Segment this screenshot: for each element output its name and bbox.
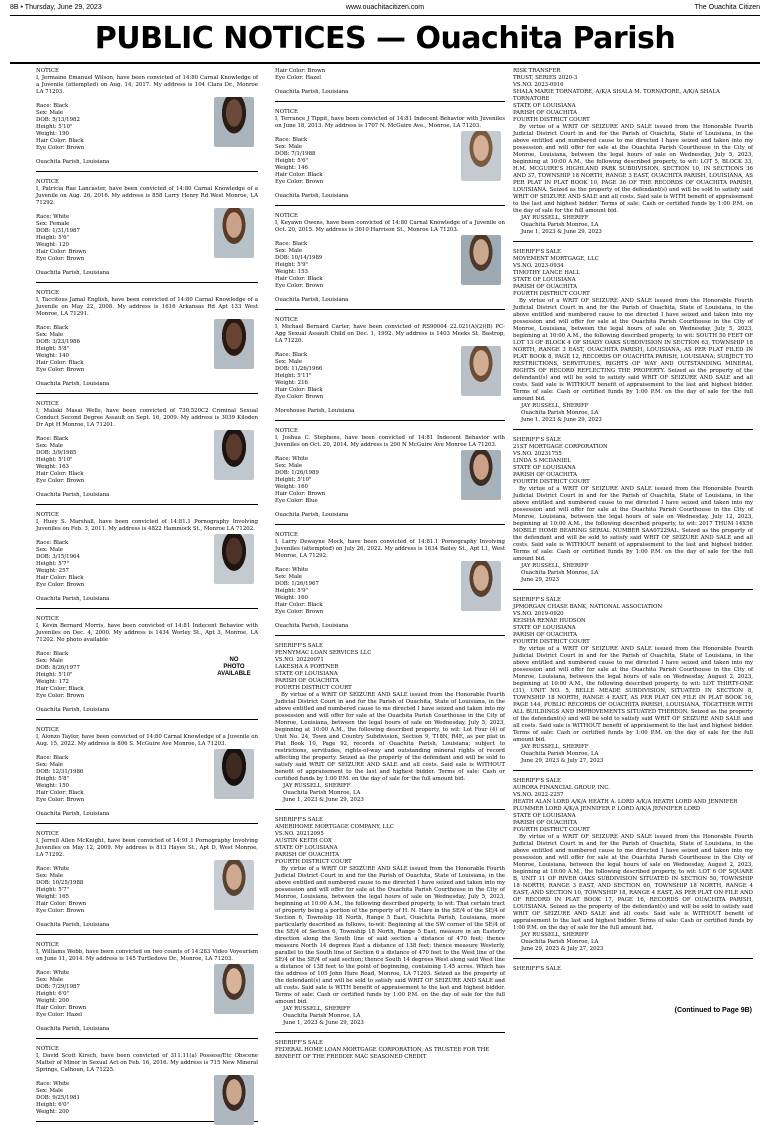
description-text: Race: Black Sex: Male DOB: 8/26/1977 Height: 5'10" Weight: 172 Hair Color: Black Eye Color: Brown <box>36 651 85 699</box>
sale-signature: JAY RUSSELL, SHERIFF Ouachita Parish Monroe, LA June 29, 2023 <box>521 563 599 583</box>
sale-text: By virtue of a WRIT OF SEIZURE AND SALE issued from the Honorable Fourth Judicial District Court in and for the Parish of Ouachita, State of Louisiana, in the above entitled and numbered cause to me directed I have seized and taken into my possession and will offer for sale at the Ouachita Parish Courthouse in the City of Monroe, Louisiana, between the legal hours of sale on Wednesday, July 12, 2023, beginning at 10:00 A.M., the following described property, to wit: 2017 THUM 14X56 MOBILE HOME BEARING SERIAL NUMBER SAA07229AL. Seized as the property of the defendant and will be sold to satisfy said WRIT OF SEIZURE AND SALE and all costs. Said sale is WITHOUT benefit of appraisement to the last and highest bidder. Terms of sale: Cash or certified funds by 1:00 P.M. on the day of sale for the full amount bid. <box>513 486 753 562</box>
sale-caption: SHERIFF'S SALE MOVEMENT MORTGAGE, LLC VS.NO. 2023-0934 TIMOTHY LANCE HALL STATE OF LOUISIANA PARISH OF OUACHITA FOURTH DISTRICT COURT <box>513 249 599 297</box>
notice-divider <box>275 420 505 421</box>
notice-text: NOTICE I, Patricia Rae Lancaster, have been convicted of 14:80 Carnal Knowledge of a Juvenile on Aug. 26, 2016. My address is 858 Larry Henry Rd West Monroe, LA 71292. <box>36 179 258 206</box>
header-rule <box>10 15 760 16</box>
notice-entry <box>275 428 505 525</box>
notice-text: NOTICE I, Huey S. Marshall, have been convicted of 14:81.1 Pornography Involving Juveniles on Feb. 3, 2011. My address is 4822 Hammock St., Monroe LA 71202. <box>36 512 258 532</box>
notice-location: Ouachita Parish, Louisiana <box>36 811 110 817</box>
page-header <box>10 4 760 14</box>
sale-divider <box>513 958 753 959</box>
sale-divider <box>513 241 753 242</box>
offender-photo <box>214 97 254 147</box>
offender-photo <box>214 319 254 369</box>
notice-entry <box>275 532 505 636</box>
sale-caption: SHERIFF'S SALE FEDERAL HOME LOAN MORTGAGE CORPORATION, AS TRUSTEE FOR THE BENEFIT OF THE FREDDIE MAC SEASONED CREDIT <box>275 1040 490 1060</box>
notice-text: NOTICE I, Joshua C. Stephens, have been convicted of 14:81 Indecent Behavior with Juveniles on Oct. 20, 2014. My address is 200 N McGuire Ave Monroe LA 71203. <box>275 428 505 448</box>
notice-location: Ouachita Parish, Louisiana <box>36 707 110 713</box>
offender-description <box>36 540 258 589</box>
notice-location: Ouachita Parish, Louisiana <box>36 492 110 498</box>
notice-entry <box>36 1046 258 1122</box>
notice-location: Ouachita Parish, Louisiana <box>36 1026 110 1032</box>
notice-entry <box>36 616 258 720</box>
sheriff-sale <box>513 778 753 959</box>
sale-text: By virtue of a WRIT OF SEIZURE AND SALE issued from the Honorable Fourth Judicial District Court in and for the Parish of Ouachita, State of Louisiana, in the above entitled and numbered cause to me directed I have seized and taken into my possession and will offer for sale at the Ouachita Parish Courthouse in the City of Monroe, Louisiana, between the legal hours of sale on Wednesday, July 5, 2023, beginning at 10:00 A.M., the following described property, to wit: Lot Four (4) of Unit No. 24, Town and Country Subdivision, Section 9, T18N, R4E, as per plat in Plat Book 10, Page 92, records of Ouachita Parish, Louisiana; subject to restrictions, servitudes, rights-of-way and outstanding mineral rights of record affecting the property. Seized as the property of the defendant and will be sold to satisfy said WRIT OF SEIZURE AND SALE and all costs. Said sale is WITHOUT benefit of appraisement to the last and highest bidder. Terms of sale: Cash or certified funds by 1:00 P.M. on the day of sale for the full amount bid. <box>275 692 505 782</box>
description-text: Race: White Sex: Male DOB: 7/29/1987 Height: 6'0" Weight: 200 Hair Color: Brown Eye Color: Hazel <box>36 970 87 1018</box>
notice-entry <box>36 942 258 1039</box>
sheriff-sale <box>513 437 753 590</box>
sale-signature: JAY RUSSELL, SHERIFF Ouachita Parish Monroe, LA June 29, 2023 & July 27, 2023 <box>521 932 604 952</box>
offender-description <box>36 755 258 804</box>
description-text: Race: Black Sex: Male DOB: 5/13/1982 Height: 5'10" Weight: 190 Hair Color: Black Eye Color: Brown <box>36 103 85 151</box>
sale-caption: SHERIFF'S SALE JPMORGAN CHASE BANK, NATIONAL ASSOCIATION VS.NO. 2019-0920 KEISHA RENAE HUDSON STATE OF LOUISIANA PARISH OF OUACHITA FOURTH DISTRICT COURT <box>513 597 663 645</box>
sale-divider <box>513 770 753 771</box>
sheriff-sale <box>513 966 753 973</box>
notice-text: NOTICE I, Kevin Bernard Morris, have been convicted of 14:81 Indecent Behavior with Juveniles on Dec. 4, 2000. My address is 1434 Worley St., Apt 3, Monroe, LA 71202. No photo available <box>36 616 258 643</box>
offender-description <box>275 352 505 401</box>
notice-divider <box>36 171 258 172</box>
notice-text: NOTICE I, Keyawn Owens, have been convicted of 14:80 Carnal Knowledge of a Juvenile on Oct. 20, 2015. My address is 3610 Harrison St., Monroe LA 71203. <box>275 213 505 233</box>
offender-photo <box>214 860 254 910</box>
description-text: Race: White Sex: Male DOB: 1/26/1989 Height: 5'10" Weight: 160 Hair Color: Brown Eye Color: Blue <box>275 456 326 504</box>
sale-caption: SHERIFF'S SALE 21ST MORTGAGE CORPORATION VS.NO. 20231755 LINDA S MCDANIEL STATE OF LOUISIANA PARISH OF OUACHITA FOURTH DISTRICT COURT <box>513 437 608 485</box>
offender-description <box>36 214 258 263</box>
sale-text: By virtue of a WRIT OF SEIZURE AND SALE issued from the Honorable Fourth Judicial District Court in and for the Parish of Ouachita, State of Louisiana, in the above entitled and numbered cause to me directed I have seized and taken into my possession and will offer for sale at the Ouachita Parish Courthouse in the City of Monroe, Louisiana, between the legal hours of sale on Wednesday, August 2, 2023, beginning at 10:00 A.M., the following described property, to wit: LOT 6 OF SQUARE B, UNIT 11 OF RIVER OAKS SUBDIVISION SITUATED IN SECTION 50, TOWNSHIP 18 NORTH, RANGE 3 EAST, AND SECTION 60, TOWNSHIP 18 NORTH, RANGE 4 EAST, AND SECTION 10, TOWNSHIP 18, RANGE 4 EAST, AS PER PLAT ON FILE AND OF RECORD IN PLAT BOOK 17, PAGE 16, RECORDS OF OUACHITA PARISH, LOUISIANA. Seized as the property of the defendant(s) and will be sold to satisfy said WRIT OF SEIZURE AND SALE and all costs. Said sale is WITHOUT benefit of appraisement to the last and highest bidder. Terms of sale: Cash or certified funds by 1:00 P.M. on the day of sale for the full amount bid. <box>513 834 753 931</box>
notice-divider <box>275 309 505 310</box>
notice-text: NOTICE I, David Scott Kirsch, have been convicted of 311.11(a) Possess/Etc Obscene Matter of Minor in Sexual Act on Feb. 16, 2016. My address is 715 New Mineral Springs, Calhoun, LA 71225. <box>36 1046 258 1073</box>
description-text: Race: Black Sex: Male DOB: 12/31/1986 Height: 5'8" Weight: 150 Hair Color: Black Eye Color: Brown <box>36 755 85 803</box>
notice-entry <box>36 727 258 824</box>
notice-entry <box>275 109 505 206</box>
sale-caption: SHERIFF'S SALE AURORA FINANCIAL GROUP, INC. VS.NO. 2022-2257 HEATH ALAN LORD A/K/A HEATH A. LORD A/K/A HEATH LORD AND JENNIFER PLUMMER LORD A/K/A JENNIFER P. LORD A/K/A JENNIFER LORD STATE OF LOUISIANA PARISH OF OUACHITA FOURTH DISTRICT COURT <box>513 778 738 833</box>
notice-divider <box>36 393 258 394</box>
offender-description <box>275 456 505 505</box>
notice-entry <box>36 179 258 283</box>
page-number-date: 8B • Thursday, June 29, 2023 <box>10 4 102 11</box>
description-text: Race: White Sex: Male DOB: 10/25/1988 Height: 5'7" Weight: 165 Hair Color: Brown Eye Color: Brown <box>36 866 87 914</box>
offender-photo <box>214 749 254 799</box>
notice-text: NOTICE I, Jerrell Allen McKnight, have been convicted of 14:91.1 Pornography Involving Juveniles on May 12, 2009. My address is 813 Hayes St., Apt D, West Monroe, LA 71292. <box>36 831 258 858</box>
notice-divider <box>36 934 258 935</box>
column-3 <box>513 68 753 1016</box>
sale-signature: JAY RUSSELL, SHERIFF Ouachita Parish Monroe, LA June 1, 2023 & June 29, 2023 <box>283 1006 364 1026</box>
sale-signature: JAY RUSSELL, SHERIFF Ouachita Parish Monroe, LA June 1, 2023 & June 29, 2023 <box>521 215 602 235</box>
notice-location: Ouachita Parish, Louisiana <box>275 89 349 95</box>
no-photo-label: NO PHOTO AVAILABLE <box>217 657 251 677</box>
notice-text: Hair Color: Brown Eye Color: Hazel <box>275 68 326 81</box>
sale-caption: SHERIFF'S SALE PENNYMAC LOAN SERVICES LLC VS.NO. 20220071 LAKESHA A PORTNER STATE OF LOUISIANA PARISH OF OUACHITA FOURTH DISTRICT COURT <box>275 643 372 691</box>
notice-location: Ouachita Parish, Louisiana <box>275 297 349 303</box>
offender-description <box>275 567 505 616</box>
notice-entry <box>275 68 505 102</box>
notice-location: Ouachita Parish, Louisiana <box>36 381 110 387</box>
description-text: Race: White Sex: Male DOB: 9/25/1981 Height: 6'0" Weight: 200 <box>36 1081 80 1115</box>
notice-divider <box>36 719 258 720</box>
notice-text: NOTICE I, Williams Webb, have been convicted on two counts of 14:283 Video Voyeurism on June 11, 2014. My address is 145 Turtledove Dr., Monroe, LA 71203. <box>36 942 258 962</box>
description-text: Race: White Sex: Male DOB: 1/26/1967 Height: 5'9" Weight: 160 Hair Color: Black Eye Color: Brown <box>275 567 324 615</box>
notice-text: NOTICE I, Michael Bernard Carter, have been convicted of RS90004 22.021(A)(2)(B) PC-Agg Sexual Assault Child on Dec. 1, 1992. My address is 1403 Meeks St. Bastrop, LA 71220. <box>275 317 505 344</box>
offender-photo <box>214 1075 254 1125</box>
notice-divider <box>275 524 505 525</box>
notice-entry <box>36 831 258 935</box>
notice-entry <box>36 68 258 172</box>
sheriff-sale <box>513 249 753 430</box>
offender-description <box>36 970 258 1019</box>
page-title: PUBLIC NOTICES — Ouachita Parish <box>94 21 676 56</box>
offender-description <box>36 866 258 915</box>
masthead-rule <box>10 62 760 64</box>
description-text: Race: Black Sex: Male DOB: 3/23/1986 Height: 5'8" Weight: 140 Hair Color: Black Eye Color: Brown <box>36 325 85 373</box>
offender-photo <box>461 131 501 181</box>
sale-divider <box>275 809 505 810</box>
description-text: Race: Black Sex: Male DOB: 11/26/1966 Height: 5'11" Weight: 216 Hair Color: Black Eye Color: Brown <box>275 352 324 400</box>
offender-photo <box>214 430 254 480</box>
offender-description <box>36 1081 258 1116</box>
sheriff-sale <box>513 68 753 242</box>
sale-signature: JAY RUSSELL, SHERIFF Ouachita Parish Monroe, LA June 1, 2023 & June 29, 2023 <box>521 403 602 423</box>
offender-photo <box>214 208 254 258</box>
offender-description <box>36 103 258 152</box>
notice-divider <box>275 635 505 636</box>
notice-location: Ouachita Parish, Louisiana <box>275 512 349 518</box>
notice-divider <box>36 608 258 609</box>
offender-photo <box>214 964 254 1014</box>
offender-description <box>36 651 258 700</box>
description-text: Race: Black Sex: Male DOB: 10/14/1989 Height: 5'9" Weight: 153 Hair Color: Black Eye Color: Brown <box>275 241 324 289</box>
sale-text: By virtue of a WRIT OF SEIZURE AND SALE issued from the Honorable Fourth Judicial District Court in and for the Parish of Ouachita, State of Louisiana, in the above entitled and numbered cause to me directed I have seized and taken into my possession and will offer for sale at the Ouachita Parish Courthouse in the City of Monroe, Louisiana, between the legal hours of sale on Wednesday, July 5, 2023, beginning at 10:00 A.M., the following described property, to wit: LOT 5, BLOCK 33, H.M. MCGUIRE'S HIGHLAND PARK SUBDIVISION, SECTION 10, IN SECTIONS 36 AND 37, TOWNSHIP 18 NORTH, RANGE 3 EAST, OUACHITA PARISH, LOUISIANA, AS PER PLAT IN PLAT BOOK 10, PAGE 36 OF THE RECORDS OF OUACHITA PARISH, LOUISIANA. Seized as the property of the defendant(s) and will be sold to satisfy said WRIT OF SEIZURE AND SALE and all costs. Said sale is WITH benefit of appraisement to the last and highest bidder. Terms of sale: Cash or certified funds by 1:00 P.M. on the day of sale for the full amount bid. <box>513 124 753 214</box>
sheriff-sale <box>513 597 753 771</box>
newspaper-name: The Ouachita Citizen <box>694 4 760 11</box>
notice-divider <box>275 101 505 102</box>
column-2 <box>275 68 505 1060</box>
notice-location: Ouachita Parish, Louisiana <box>36 596 110 602</box>
notice-divider <box>36 282 258 283</box>
offender-description <box>36 325 258 374</box>
sheriff-sale <box>275 643 505 810</box>
notice-location: Ouachita Parish, Louisiana <box>36 159 110 165</box>
notice-text: NOTICE I, Alonzo Taylor, have been convicted of 14:80 Carnal Knowledge of a Juvenile on Aug. 15, 2022. My address is 806 S. McGuire Ave Monroe, LA 71203. <box>36 727 258 747</box>
sheriff-sale <box>275 817 505 1033</box>
sale-divider <box>513 589 753 590</box>
notice-divider <box>36 1038 258 1039</box>
offender-photo <box>461 561 501 611</box>
notice-entry <box>275 317 505 421</box>
sale-caption: RISK TRANSFER TRUST, SERIES 2020-3 VS.NO. 2023-0916 SHALA MARIE TORNATORE, A/K/A SHALA M. TORNATORE, A/K/A SHALA TORNATORE STATE OF LOUISIANA PARISH OF OUACHITA FOURTH DISTRICT COURT <box>513 68 720 123</box>
sale-caption: SHERIFF'S SALE <box>513 966 561 972</box>
sale-divider <box>275 1032 505 1033</box>
continued-note: (Continued to Page 9B) <box>674 1007 752 1014</box>
sale-text: By virtue of a WRIT OF SEIZURE AND SALE issued from the Honorable Fourth Judicial District Court in and for the Parish of Ouachita, State of Louisiana, in the above entitled and numbered cause to me directed I have seized and taken into my possession and will offer for sale at the Ouachita Parish Courthouse in the City of Monroe, Louisiana, between the legal hours of sale on Wednesday, July 5, 2023, beginning at 10:00 A.M., the following described property, to wit: That certain tract of property being a portion of the property of H. N. Hare in the SE/4 of the SE/4 of Section 6, Township 18 North, Range 5 East, Ouachita Parish, Louisiana, more particularly described as follows, to-wit: Beginning at the SW corner of the SE/4 of the SE/4 of Section 6, Township 18 North, Range 5 East, measure in an Easterly direction along the South line of said section a distance of 470 feet; thence measure North 14 degrees East a distance of 138 feet; thence measure Westerly, parallel to the South line of Section 6 a distance of 470 feet to the West line of the SE/4 of the SE/4 of said section; thence South 14 degrees West along said West line a distance of 138 feet to the point of beginning, containing 1.45 acres. Which has the address of 105 John Hare Road, Monroe, LA 71203. Seized as the property of the defendant(s) and will be sold to satisfy said WRIT OF SEIZURE AND SALE and all costs. Said sale is WITH benefit of appraisement to the last and highest bidder. Terms of sale: Cash or certified funds by 1:00 P.M. on the day of sale for the full amount bid. <box>275 866 505 1005</box>
notice-location: Ouachita Parish, Louisiana <box>36 270 110 276</box>
description-text: Race: Black Sex: Male DOB: 3/15/1964 Height: 5'7" Weight: 257 Hair Color: Black Eye Color: Brown <box>36 540 85 588</box>
offender-photo <box>461 346 501 396</box>
notice-divider <box>36 504 258 505</box>
website[interactable]: www.ouachitacitizen.com <box>345 4 425 11</box>
notice-entry <box>275 213 505 310</box>
sale-caption: SHERIFF'S SALE AMERIHOME MORTGAGE COMPANY, LLC VS.NO. 20212095 AUSTIN KEITH COX STATE OF LOUISIANA PARISH OF OUACHITA FOURTH DISTRICT COURT <box>275 817 394 865</box>
sheriff-sale <box>275 1040 505 1061</box>
offender-description <box>275 137 505 186</box>
sale-text: By virtue of a WRIT OF SEIZURE AND SALE issued from the Honorable Fourth Judicial District Court in and for the Parish of Ouachita, State of Louisiana, in the above entitled and numbered cause to me directed I have seized and taken into my possession and will offer for sale at the Ouachita Parish Courthouse in the City of Monroe, Louisiana, between the legal hours of sale on Wednesday, August 2, 2023, beginning at 10:00 A.M., the following described property, to wit: LOT THIRTY-ONE (31), UNIT NO. 5, BELLE MEADE SUBDIVISION, SITUATED IN SECTION 8, TOWNSHIP 18 NORTH, RANGE 4 EAST, AS PER PLAT ON FILE IN PLAT BOOK 16, PAGE 144, PUBLIC RECORDS OF OUACHITA PARISH, LOUISIANA, TOGETHER WITH ALL BUILDINGS AND IMPROVEMENTS SITUATED THEREON. Seized as the property of the defendant(s) and will be sold to satisfy said WRIT OF SEIZURE AND SALE and all costs. Said sale is WITHOUT benefit of appraisement to the last and highest bidder. Terms of sale: Cash or certified funds by 1:00 P.M. on the day of sale for the full amount bid. <box>513 646 753 743</box>
offender-photo <box>461 450 501 500</box>
notice-entry <box>36 290 258 394</box>
offender-photo <box>461 235 501 285</box>
description-text: Race: Black Sex: Male DOB: 7/1/1988 Height: 5'6" Weight: 146 Hair Color: Black Eye Color: Brown <box>275 137 324 185</box>
offender-photo <box>214 534 254 584</box>
notice-entry <box>36 401 258 505</box>
offender-description <box>275 241 505 290</box>
description-text: Race: Black Sex: Male DOB: 3/9/1985 Height: 5'10" Weight: 163 Hair Color: Black Eye Color: Brown <box>36 436 85 484</box>
notice-location: Ouachita Parish, Louisiana <box>36 922 110 928</box>
notice-divider <box>36 823 258 824</box>
column-1 <box>36 68 258 1115</box>
notice-entry <box>36 512 258 609</box>
notice-text: NOTICE I, Malaki Masai Wells, have been convicted of 730.520C2 Criminal Sexual Conduct Second Degree Assault on Sept. 16, 2009. My address is 3039 Kiloden Dr Apt H Monroe, LA 71201. <box>36 401 258 428</box>
notice-location: Morehouse Parish, Louisiana <box>275 408 355 414</box>
sale-signature: JAY RUSSELL, SHERIFF Ouachita Parish Monroe, LA June 29, 2023 & July 27, 2023 <box>521 744 604 764</box>
notice-text: NOTICE I, Terrance J Tippit, have been convicted of 14:81 Indecent Behavior with Juveniles on June 18, 2013. My address is 1707 N. McGuire Ave., Monroe, LA 71203. <box>275 109 505 129</box>
notice-divider <box>275 205 505 206</box>
notice-text: NOTICE I, Jermaine Emanuel Wilson, have been convicted of 14:80 Carnal Knowledge of a Juvenile (attempted) on Aug. 14, 2017. My address is 104 Clara Dr., Monroe LA 71203. <box>36 68 258 95</box>
sale-text: By virtue of a WRIT OF SEIZURE AND SALE issued from the Honorable Fourth Judicial District Court in and for the Parish of Ouachita, State of Louisiana, in the above entitled and numbered cause to me directed I have seized and taken into my possession and will offer for sale at the Ouachita Parish Courthouse in the City of Monroe, Louisiana, between the legal hours of sale on Wednesday, July 5, 2023, beginning at 10:00 A.M., the following described property, to wit: SOUTH 50 FEET OF LOT 13 OF BLOCK 4 OF SHADY OAKS SUBDIVISION IN SECTION 63, TOWNSHIP 18 NORTH, RANGE 3 EAST, OUACHITA PARISH, LOUISIANA, AS PER PLAT FILED IN PLAT BOOK 8, PAGE 12, RECORDS OF OUACHITA PARISH, LOUISIANA; SUBJECT TO RESTRICTIONS, SERVITUDES, RIGHTS OF WAY AND OUTSTANDING MINERAL RIGHTS OF RECORD REFLECTING THE PROPERTY. Seized as the property of the defendant(s) and will be sold to satisfy said WRIT OF SEIZURE AND SALE and all costs. Said sale is WITHOUT benefit of appraisement to the last and highest bidder. Terms of sale: Cash or certified funds by 1:00 P.M. on the day of sale for the full amount bid. <box>513 298 753 402</box>
notice-text: NOTICE I, Taccitous Jamal English, have been convicted of 14:80 Carnal Knowledge of a Juvenile on May 22, 2008. My address is 1616 Arkansas Rd Apt 133 West Monroe, LA 71291. <box>36 290 258 317</box>
offender-description <box>36 436 258 485</box>
notice-location: Ouachita Parish, Louisiana <box>275 193 349 199</box>
description-text: Race: White Sex: Female DOB: 1/31/1987 Height: 5'6" Weight: 120 Hair Color: Brown Eye Color: Brown <box>36 214 87 262</box>
sale-divider <box>513 429 753 430</box>
notice-location: Ouachita Parish, Louisiana <box>275 623 349 629</box>
notice-text: NOTICE I, Larry Dewayne Mock, have been convicted of 14:81.1 Pornography Involving Juveniles (attempted) on July 26, 2022. My address is 1634 Bailey St., Apt L1, West Monroe, LA 71292. <box>275 532 505 559</box>
sale-signature: JAY RUSSELL, SHERIFF Ouachita Parish Monroe, LA June 1, 2023 & June 29, 2023 <box>283 783 364 803</box>
